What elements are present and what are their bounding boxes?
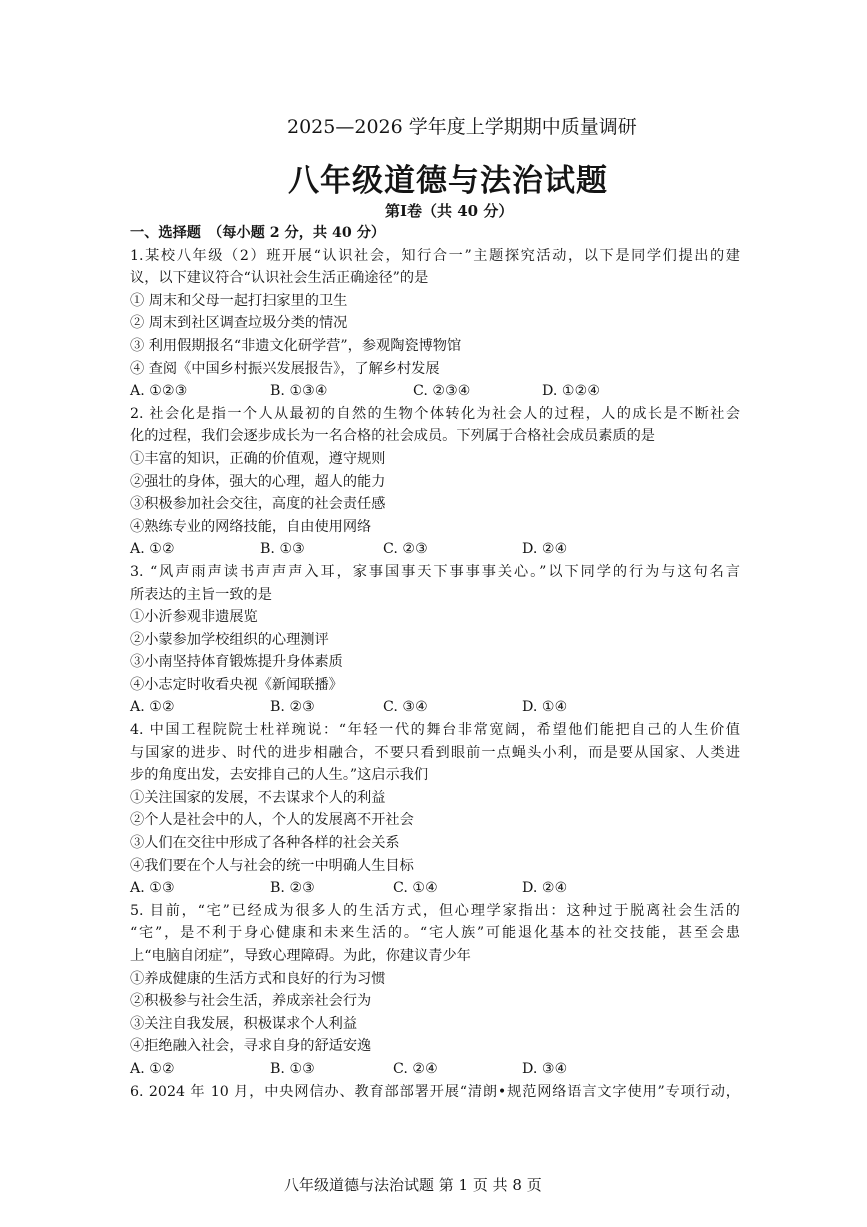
answer-choice-d: D. ②④ bbox=[522, 541, 568, 558]
answer-choice-d: D. ②④ bbox=[522, 880, 568, 897]
question-stem-line: 上“电脑自闭症”，导致心理障碍。为此，你建议青少年 bbox=[130, 948, 471, 964]
answer-choice-d: D. ①④ bbox=[522, 699, 568, 716]
answer-choice-c: C. ②④ bbox=[393, 1060, 438, 1077]
answer-choice-a: A. ①② bbox=[130, 541, 175, 558]
question-stem-line: 5. 目前，“宅”已经成为很多人的生活方式，但心理学家指出：这种过于脱离社会生活的 bbox=[130, 902, 740, 919]
answer-choice-b: B. ①③ bbox=[270, 1060, 315, 1077]
answer-choices bbox=[130, 380, 740, 403]
question-3 bbox=[130, 561, 740, 719]
statement-item: ①小沂参观非遗展览 bbox=[130, 609, 258, 626]
answer-choice-b: B. ①③④ bbox=[270, 383, 328, 400]
answer-choices bbox=[130, 877, 740, 900]
question-list bbox=[130, 245, 740, 1104]
answer-choice-c: C. ③④ bbox=[383, 699, 428, 716]
statement-item: ③ 利用假期报名“非遗文化研学营”，参观陶瓷博物馆 bbox=[130, 337, 462, 354]
statement-item: ④我们要在个人与社会的统一中明确人生目标 bbox=[130, 857, 414, 874]
question-4 bbox=[130, 719, 740, 900]
statement-item: ④熟练专业的网络技能，自由使用网络 bbox=[130, 518, 372, 535]
answer-choice-c: C. ②③④ bbox=[413, 383, 471, 400]
question-body bbox=[130, 222, 740, 1103]
answer-choice-a: A. ①② bbox=[130, 1060, 175, 1077]
question-1 bbox=[130, 245, 740, 403]
answer-choice-a: A. ①②③ bbox=[130, 383, 188, 400]
answer-choice-c: C. ①④ bbox=[393, 880, 438, 897]
statement-item: ③人们在交往中形成了各种各样的社会关系 bbox=[130, 835, 400, 852]
question-stem-line: “宅”，是不利于身心健康和未来生活的。“宅人族”可能退化基本的社交技能，甚至会患 bbox=[130, 925, 740, 942]
statement-item: ② 周末到社区调查垃圾分类的情况 bbox=[130, 315, 348, 332]
statement-item: ③积极参加社会交往，高度的社会责任感 bbox=[130, 496, 386, 513]
statement-item: ①丰富的知识，正确的价值观，遵守规则 bbox=[130, 450, 386, 467]
answer-choice-a: A. ①② bbox=[130, 699, 175, 716]
statement-item: ②积极参与社会生活，养成亲社会行为 bbox=[130, 993, 372, 1010]
statement-item: ①关注国家的发展，不去谋求个人的利益 bbox=[130, 789, 386, 806]
answer-choice-a: A. ①③ bbox=[130, 880, 175, 897]
question-stem-line: 4. 中国工程院院士杜祥琬说：“年轻一代的舞台非常宽阔，希望他们能把自己的人生价值 bbox=[130, 722, 740, 739]
question-stem-line: 与国家的进步、时代的进步相融合，不要只看到眼前一点蝇头小利，而是要从国家、人类进 bbox=[130, 744, 740, 761]
answer-choice-b: B. ①③ bbox=[260, 541, 305, 558]
statement-item: ③关注自我发展，积极谋求个人利益 bbox=[130, 1015, 358, 1032]
question-stem-line: 化的过程，我们会逐步成长为一名合格的社会成员。下列属于合格社会成员素质的是 bbox=[130, 428, 655, 445]
section-heading: 一、选择题 （每小题 2 分，共 40 分） bbox=[130, 225, 386, 241]
question-stem-line: 3. “风声雨声读书声声声入耳，家事国事天下事事事关心。”以下同学的行为与这句名言 bbox=[130, 563, 740, 580]
statement-item: ①养成健康的生活方式和良好的行为习惯 bbox=[130, 970, 386, 987]
answer-choice-c: C. ②③ bbox=[383, 541, 428, 558]
question-stem-line: 6. 2024 年 10 月，中央网信办、教育部部署开展“清朗•规范网络语言文字使用”专项行动， bbox=[130, 1083, 740, 1100]
answer-choice-d: D. ③④ bbox=[522, 1060, 568, 1077]
statement-item: ① 周末和父母一起打扫家里的卫生 bbox=[130, 292, 348, 309]
question-2 bbox=[130, 403, 740, 561]
exam-subtitle: 2025—2026 学年度上学期期中质量调研 bbox=[287, 116, 637, 138]
statement-item: ②小蒙参加学校组织的心理测评 bbox=[130, 631, 329, 648]
exam-title: 八年级道德与法治试题 bbox=[288, 163, 608, 199]
question-stem-line: 议，以下建议符合“认识社会生活正确途径”的是 bbox=[130, 270, 429, 287]
question-stem-line: 步的角度出发，去安排自己的人生。”这启示我们 bbox=[130, 767, 429, 784]
answer-choices bbox=[130, 1058, 740, 1081]
answer-choice-b: B. ②③ bbox=[270, 699, 315, 716]
statement-item: ④小志定时收看央视《新闻联播》 bbox=[130, 676, 343, 693]
statement-item: ④ 查阅《中国乡村振兴发展报告》，了解乡村发展 bbox=[130, 360, 440, 377]
question-6 bbox=[130, 1081, 740, 1104]
statement-item: ③小南坚持体育锻炼提升身体素质 bbox=[130, 654, 343, 671]
statement-item: ②个人是社会中的人，个人的发展离不开社会 bbox=[130, 812, 414, 829]
volume-heading: 第Ⅰ卷（共 40 分） bbox=[385, 202, 514, 220]
page-footer: 八年级道德与法治试题 第 1 页 共 8 页 bbox=[284, 1176, 542, 1194]
statement-item: ②强壮的身体，强大的心理，超人的能力 bbox=[130, 473, 386, 490]
answer-choice-d: D. ①②④ bbox=[542, 383, 601, 400]
answer-choice-b: B. ②③ bbox=[270, 880, 315, 897]
question-stem-line: 1.某校八年级（2）班开展“认识社会，知行合一”主题探究活动，以下是同学们提出的建 bbox=[130, 247, 740, 264]
statement-item: ④拒绝融入社会，寻求自身的舒适安逸 bbox=[130, 1038, 372, 1055]
answer-choices bbox=[130, 538, 740, 561]
question-stem-line: 所表达的主旨一致的是 bbox=[130, 586, 272, 603]
question-stem-line: 2. 社会化是指一个人从最初的自然的生物个体转化为社会人的过程，人的成长是不断社会 bbox=[130, 405, 740, 422]
question-5 bbox=[130, 900, 740, 1081]
answer-choices bbox=[130, 696, 740, 719]
